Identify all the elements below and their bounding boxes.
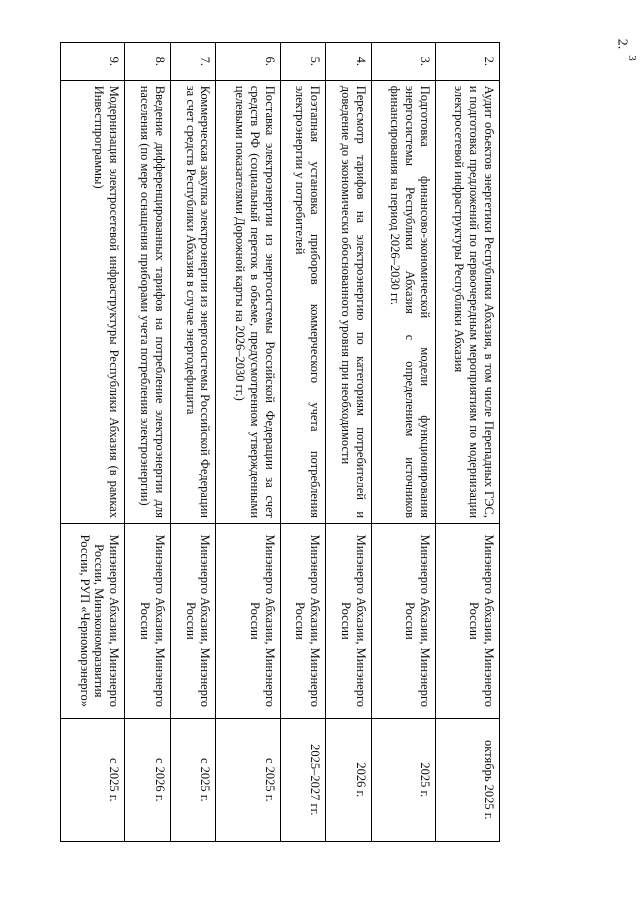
- table-row: [170, 43, 216, 842]
- row-deadline: с 2025 г.: [170, 718, 216, 841]
- row-responsible: Минэнерго Абхазии, Минэнерго России: [216, 524, 280, 719]
- table-row: [216, 43, 280, 842]
- row-responsible: Минэнерго Абхазии, Минэнерго России: [170, 524, 216, 719]
- table-row: [280, 43, 326, 842]
- row-description: Модернизация электросетевой инфраструктуры Республики Абхазия (в рамках Инвестпрограммы): [61, 80, 125, 523]
- table-row: [371, 43, 435, 842]
- row-number: 6.: [216, 43, 280, 81]
- row-responsible: Минэнерго Абхазии, Минэнерго России: [280, 524, 326, 719]
- table-row: [435, 43, 499, 842]
- row-description: Поэтапная установка приборов коммерческого учета потребления электроэнергии у потребителей: [280, 80, 326, 523]
- row-deadline: 2026 г.: [326, 718, 372, 841]
- row-deadline: с 2026 г.: [125, 718, 171, 841]
- row-description: Коммерческая закупка электроэнергии из энергосистемы Российской Федерации за счет средств Республики Абхазия в случае энергодефицита: [170, 80, 216, 523]
- row-number: 9.: [61, 43, 125, 81]
- row-responsible: Минэнерго Абхазии, Минэнерго России: [435, 524, 499, 719]
- rotated-table-wrapper: [60, 42, 500, 842]
- row-deadline: 2025–2027 гг.: [280, 718, 326, 841]
- row-number: 4.: [326, 43, 372, 81]
- row-description: Поставка электроэнергии из энергосистемы Российской Федерации за счет средств РФ (социальный переток в объеме, предусмотренном утвержденными целевыми показателями Дорожной карты на 2026–2030 гг.): [216, 80, 280, 523]
- row-responsible: Минэнерго Абхазии, Минэнерго России: [125, 524, 171, 719]
- row-responsible: Минэнерго Абхазии, Минэнерго России: [371, 524, 435, 719]
- row-description: Подготовка финансово-экономической модели функционирования энергосистемы Республики Абхазия с определением источников финансирования на период 2026–2030 гг.: [371, 80, 435, 523]
- row-deadline: 2025 г.: [371, 718, 435, 841]
- row-number: 7.: [170, 43, 216, 81]
- table-row: [125, 43, 171, 842]
- row-deadline: октябрь 2025 г.: [435, 718, 499, 841]
- table-row: [326, 43, 372, 842]
- row-description: Введение дифференцированных тарифов на потребление электроэнергии для населения (по мере оснащения приборами учета потребления электроэнергии): [125, 80, 171, 523]
- row-description: Аудит объектов энергетики Республики Абхазия, в том числе Перепадных ГЭС, и подготовка предложений по первоочередным мероприятиям по модернизации электросетевой инфраструктуры Республики Абхазия: [435, 80, 499, 523]
- page-number: 2.: [613, 38, 629, 50]
- row-number: 3.: [371, 43, 435, 81]
- side-mark: 3: [625, 55, 638, 61]
- plan-table: [60, 42, 500, 842]
- row-deadline: с 2025 г.: [216, 718, 280, 841]
- row-deadline: с 2025 г.: [61, 718, 125, 841]
- row-number: 2.: [435, 43, 499, 81]
- row-responsible: Минэнерго Абхазии, Минэнерго России: [326, 524, 372, 719]
- row-number: 8.: [125, 43, 171, 81]
- row-number: 5.: [280, 43, 326, 81]
- row-description: Пересмотр тарифов на электроэнергию по категориям потребителей и доведение до экономически обоснованного уровня при необходимости: [326, 80, 372, 523]
- row-responsible: Минэнерго Абхазии, Минэнерго России, Минэкономразвития России, РУП «Черноморэнерго»: [61, 524, 125, 719]
- table-row: [61, 43, 125, 842]
